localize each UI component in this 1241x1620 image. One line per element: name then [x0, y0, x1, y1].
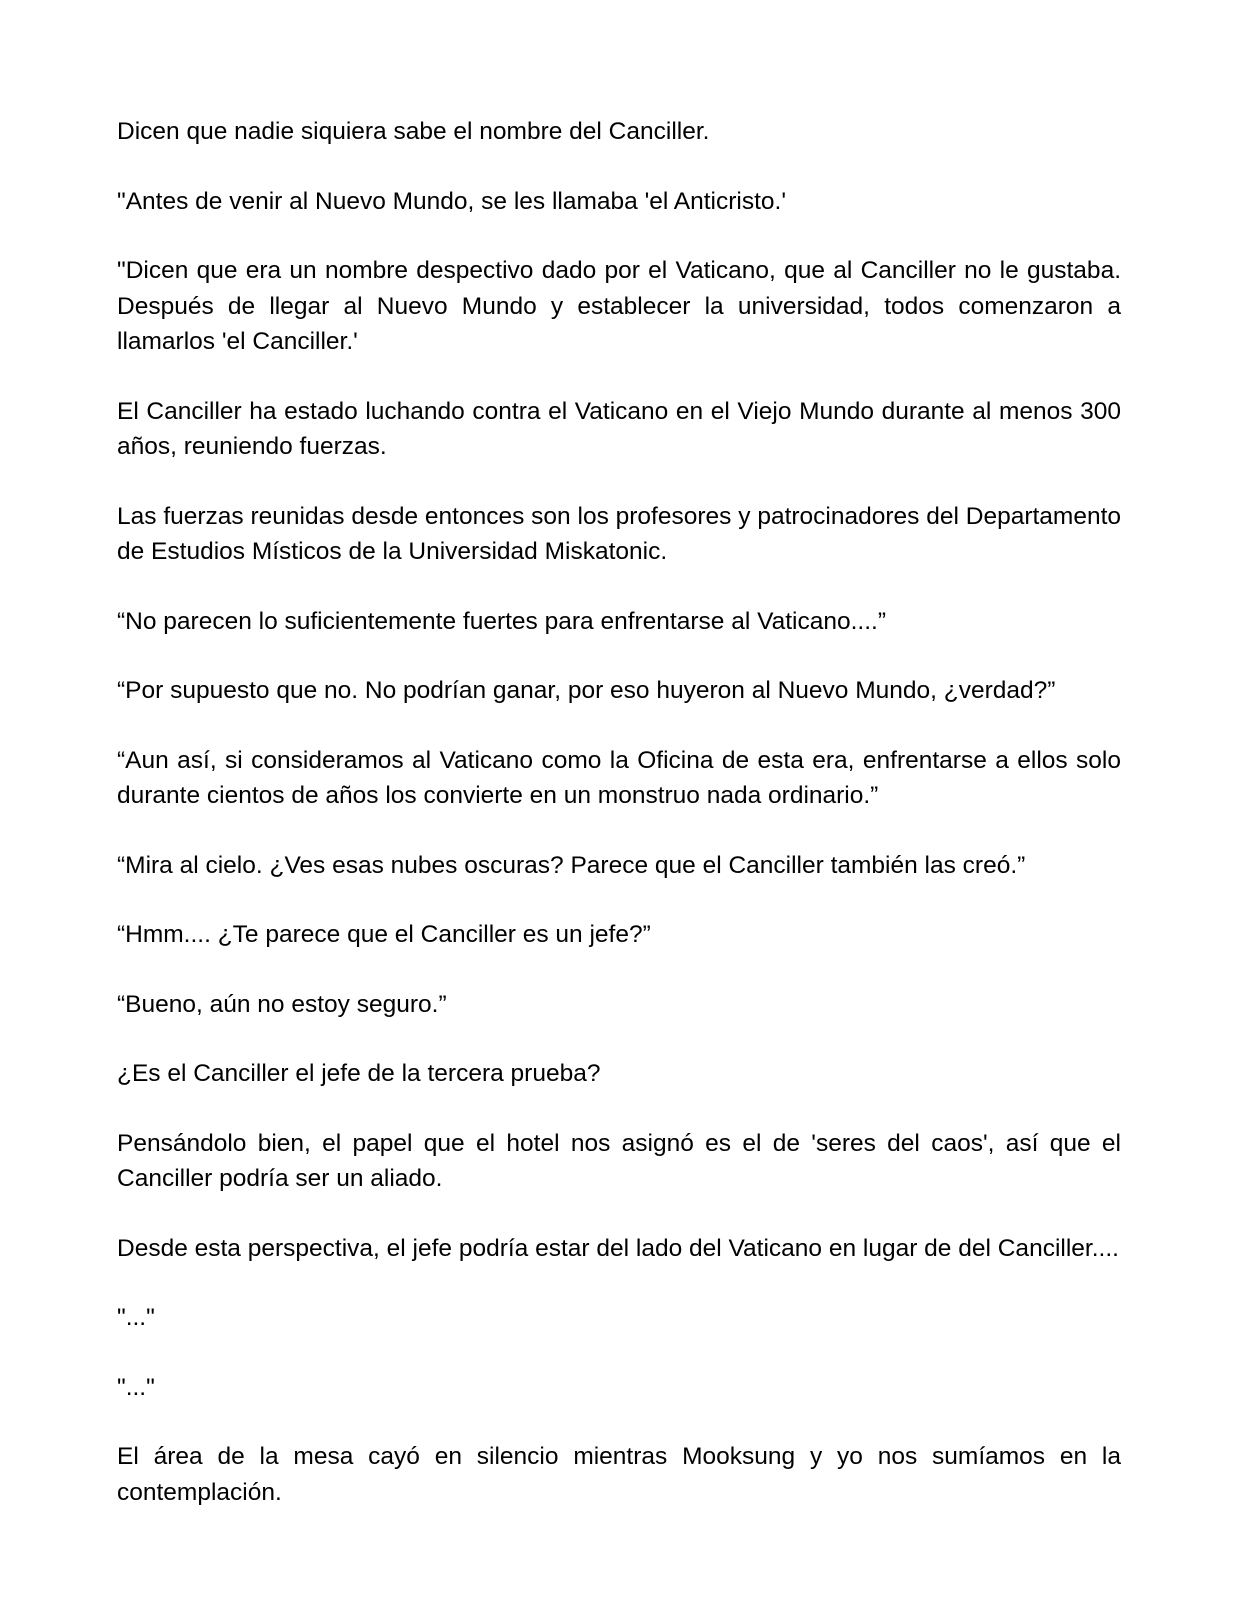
paragraph-1: Dicen que nadie siquiera sabe el nombre del Canciller. — [117, 118, 710, 145]
paragraph-17: El área de la mesa cayó en silencio mientras Mooksung y yo nos sumíamos en la contemplación. — [117, 1443, 1121, 1506]
paragraph-7: “Por supuesto que no. No podrían ganar, por eso huyeron al Nuevo Mundo, ¿verdad?” — [117, 677, 1056, 704]
paragraph-9: “Mira al cielo. ¿Ves esas nubes oscuras? Parece que el Canciller también las creó.” — [117, 851, 1026, 879]
paragraph-3: "Dicen que era un nombre despectivo dado por el Vaticano, que al Canciller no le gustaba. Después de llegar al Nuevo Mundo y establecer la universidad, todos comenzaron a llamarlos 'el Canciller.' — [117, 257, 1121, 355]
paragraph-5: Las fuerzas reunidas desde entonces son los profesores y patrocinadores del Departamento de Estudios Místicos de la Universidad Miskatonic. — [117, 502, 1121, 565]
paragraph-6: “No parecen lo suficientemente fuertes para enfrentarse al Vaticano....” — [117, 607, 886, 635]
paragraph-10: “Hmm.... ¿Te parece que el Canciller es un jefe?” — [117, 921, 651, 948]
paragraph-8: “Aun así, si consideramos al Vaticano como la Oficina de esta era, enfrentarse a ellos solo durante cientos de años los convierte en un monstruo nada ordinario.” — [117, 746, 1121, 809]
paragraph-14: Desde esta perspectiva, el jefe podría estar del lado del Vaticano en lugar de del Canciller.... — [117, 1234, 1119, 1262]
paragraph-11: “Bueno, aún no estoy seguro.” — [117, 990, 447, 1018]
paragraph-12: ¿Es el Canciller el jefe de la tercera prueba? — [117, 1060, 601, 1087]
paragraph-2: "Antes de venir al Nuevo Mundo, se les llamaba 'el Anticristo.' — [117, 187, 787, 215]
paragraph-15: "..." — [117, 1304, 155, 1331]
document-page — [117, 114, 1121, 1510]
paragraph-16: "..." — [117, 1373, 155, 1401]
paragraph-13: Pensándolo bien, el papel que el hotel nos asignó es el de 'seres del caos', así que el Canciller podría ser un aliado. — [117, 1129, 1121, 1192]
paragraph-4: El Canciller ha estado luchando contra el Vaticano en el Viejo Mundo durante al menos 300 años, reuniendo fuerzas. — [117, 397, 1121, 460]
